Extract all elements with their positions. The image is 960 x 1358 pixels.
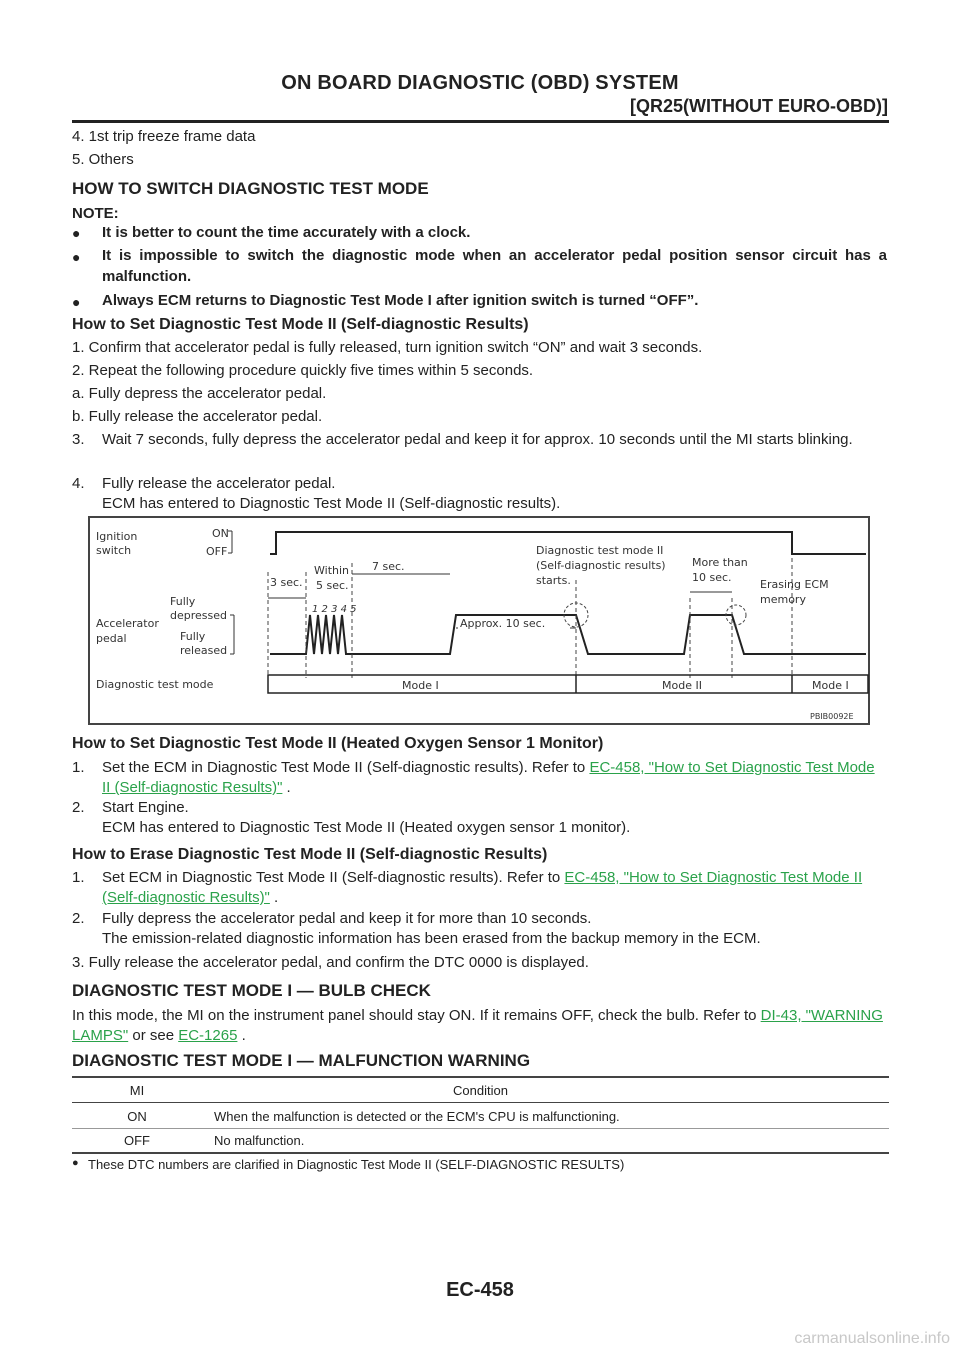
table-row (72, 1109, 889, 1135)
fully-released-label: Fully (180, 630, 206, 643)
pedal-label: pedal (96, 632, 127, 645)
figure-code: PBIB0092E (810, 712, 854, 721)
malfunction-heading: DIAGNOSTIC TEST MODE I — MALFUNCTION WARNING (72, 1051, 531, 1070)
within-label: 5 sec. (316, 579, 349, 592)
bulb-text (72, 1006, 889, 1046)
table-cell-mi: ON (127, 1109, 147, 1124)
set-step-num: 3. (72, 431, 85, 448)
page-title: ON BOARD DIAGNOSTIC (OBD) SYSTEM (281, 72, 679, 94)
timing-diagram (88, 516, 870, 725)
seven-sec-label: 7 sec. (372, 560, 405, 573)
erasing-label: Erasing ECM (760, 578, 829, 591)
erase-step-text: Fully depress the accelerator pedal and keep it for more than 10 seconds. (102, 910, 592, 927)
erase-ref-link[interactable]: EC-458, "How to Set Diagnostic Test Mode II (Self-diagnostic Results)" (102, 869, 863, 906)
bulb-heading: DIAGNOSTIC TEST MODE I — BULB CHECK (72, 981, 431, 1000)
bulb-text-end: . (237, 1027, 246, 1044)
bullet-icon: ● (72, 225, 81, 241)
erase-step-text-body: Set ECM in Diagnostic Test Mode II (Self-diagnostic results). Refer to (102, 869, 565, 886)
table-cell-condition: When the malfunction is detected or the ECM's CPU is malfunctioning. (214, 1109, 620, 1124)
bullet-icon: ● (72, 249, 81, 265)
erase-step-text (102, 868, 887, 908)
erase-step-result: The emission-related diagnostic information has been erased from the backup memory in the ECM. (102, 930, 761, 947)
ho2s-step-num: 1. (72, 759, 85, 776)
erase-heading: How to Erase Diagnostic Test Mode II (Self-diagnostic Results) (72, 846, 548, 863)
set-step: b. Fully release the accelerator pedal. (72, 408, 323, 425)
count-label: 1 2 3 4 5 (312, 604, 357, 615)
header-rule (72, 120, 889, 123)
on-label: ON (212, 527, 229, 540)
mode-1-label: Mode I (402, 679, 439, 692)
erase-step-num: 2. (72, 910, 85, 927)
table-header (72, 1083, 889, 1109)
ho2s-ref-link[interactable]: EC-458, "How to Set Diagnostic Test Mode II (Self-diagnostic Results)" (102, 759, 875, 796)
diag-mode-label: Diagnostic test mode (96, 678, 214, 691)
more-than-label: 10 sec. (692, 571, 732, 584)
table-rule (72, 1128, 889, 1129)
erase-step-end: . (269, 889, 279, 906)
set-step: 2. Repeat the following procedure quickly five times within 5 seconds. (72, 362, 534, 379)
fully-depressed-label: Fully (170, 595, 196, 608)
bullet-text: Always ECM returns to Diagnostic Test Mode I after ignition switch is turned “OFF”. (102, 292, 699, 309)
erasing-label: memory (760, 593, 806, 606)
within-label: Within (314, 564, 350, 577)
table-rule (72, 1076, 889, 1078)
bullet-text: It is better to count the time accurately with a clock. (102, 224, 471, 241)
warning-lamps-link[interactable]: DI-43, "WARNING LAMPS" (72, 1007, 883, 1044)
watermark: carmanualsonline.info (794, 1330, 950, 1347)
footnote-bullet-icon: ● (72, 1157, 79, 1169)
set-step-text: Fully release the accelerator pedal. (102, 475, 336, 492)
ho2s-heading: How to Set Diagnostic Test Mode II (Heated Oxygen Sensor 1 Monitor) (72, 735, 604, 752)
table-rule (72, 1152, 889, 1154)
ho2s-step-text (102, 758, 887, 798)
starts-label: Diagnostic test mode II (536, 544, 664, 557)
note-label: NOTE: (72, 205, 119, 222)
set-step-text: Wait 7 seconds, fully depress the accelerator pedal and keep it for approx. 10 seconds until the MI starts blinking. (102, 431, 853, 448)
set-step-result: ECM has entered to Diagnostic Test Mode II (Self-diagnostic results). (102, 495, 561, 512)
set-mode2-heading: How to Set Diagnostic Test Mode II (Self-diagnostic Results) (72, 316, 529, 333)
off-label: OFF (206, 545, 228, 558)
erase-step: 3. Fully release the accelerator pedal, and confirm the DTC 0000 is displayed. (72, 954, 589, 971)
ignition-label: Ignition (96, 530, 138, 543)
erase-step-num: 1. (72, 869, 85, 886)
fully-depressed-label: depressed (170, 609, 227, 622)
bulb-text-body: In this mode, the MI on the instrument panel should stay ON. If it remains OFF, check the bulb. Refer to (72, 1007, 761, 1024)
ec1265-link[interactable]: EC-1265 (178, 1027, 238, 1044)
table-cell-condition: No malfunction. (214, 1133, 305, 1148)
bullet-icon: ● (72, 294, 81, 310)
ho2s-step-text: Start Engine. (102, 799, 189, 816)
switch-heading: HOW TO SWITCH DIAGNOSTIC TEST MODE (72, 179, 429, 198)
starts-label: starts. (536, 574, 571, 587)
page-subtitle: [QR25(WITHOUT EURO-OBD)] (630, 96, 888, 116)
mode-2-label: Mode II (662, 679, 702, 692)
intro-item-5: 5. Others (72, 151, 134, 168)
more-than-label: More than (692, 556, 748, 569)
approx-label: Approx. 10 sec. (460, 617, 546, 630)
starts-label: (Self-diagnostic results) (536, 559, 666, 572)
accelerator-label: Accelerator (96, 617, 159, 630)
bulb-text-mid: or see (128, 1027, 179, 1044)
switch-label: switch (96, 544, 132, 557)
ho2s-step-text-body: Set the ECM in Diagnostic Test Mode II (Self-diagnostic results). Refer to (102, 759, 590, 776)
bullet-text: It is impossible to switch the diagnostic mode when an accelerator pedal position sensor circuit has a malfunction. (102, 247, 887, 285)
set-step-num: 4. (72, 475, 85, 492)
mode-1-label: Mode I (812, 679, 849, 692)
ho2s-step-num: 2. (72, 799, 85, 816)
table-cell-mi: OFF (124, 1133, 150, 1148)
page-number: EC-458 (446, 1279, 514, 1301)
fully-released-label: released (180, 644, 228, 657)
ho2s-step-result: ECM has entered to Diagnostic Test Mode II (Heated oxygen sensor 1 monitor). (102, 819, 631, 836)
three-sec-label: 3 sec. (270, 576, 303, 589)
table-header-mi: MI (129, 1083, 145, 1098)
set-step: 1. Confirm that accelerator pedal is fully released, turn ignition switch “ON” and wait 3 seconds. (72, 339, 703, 356)
ho2s-step-end: . (282, 779, 291, 796)
table-rule (72, 1102, 889, 1103)
intro-item-4: 4. 1st trip freeze frame data (72, 128, 256, 145)
table-header-condition: Condition (453, 1083, 508, 1098)
set-step: a. Fully depress the accelerator pedal. (72, 385, 327, 402)
footnote: These DTC numbers are clarified in Diagnostic Test Mode II (SELF-DIAGNOSTIC RESULTS) (88, 1157, 625, 1172)
